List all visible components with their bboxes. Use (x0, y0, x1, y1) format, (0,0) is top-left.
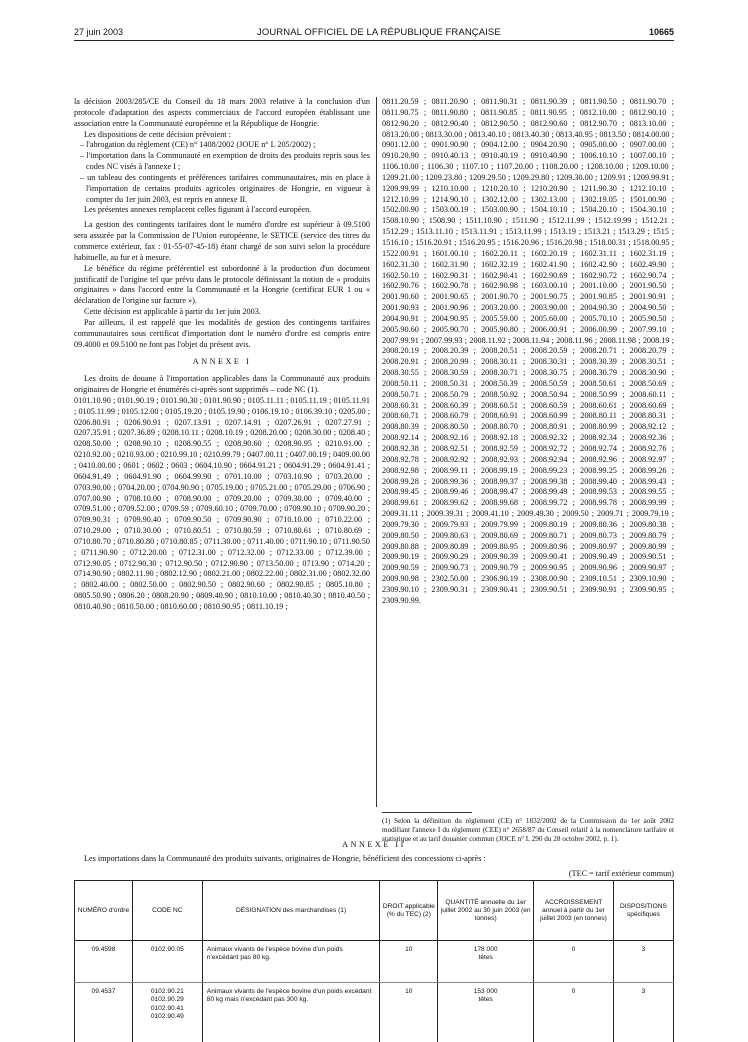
paragraph-gestion: La gestion des contingents tarifaires dont le numéro d'ordre est supérieur à 09.5100 sera assurée par la Commission de l'Union européenne, le SETICE (service des titres du commerce extérieur, fax : 01-55-07-45-18) étant chargé de son suivi selon la procédure habituelle, au fur et à mesure. (74, 220, 370, 263)
footnote-rule (382, 812, 472, 813)
nc-code: 0102.90.21 (137, 988, 198, 996)
cell-designation: Animaux vivants de l'espèce bovine d'un poids excédant 80 kg mais n'excédant pas 300 kg. (202, 983, 380, 1042)
bullet-importation: – l'importation dans la Communauté en exemption de droits des produits repris sous les codes NC visés à l'annexe I ; (74, 151, 370, 173)
header-quantite: QUANTITÉ annuelle du 1er juillet 2002 au 30 juin 2003 (en tonnes) (438, 881, 534, 941)
page-number: 10665 (649, 27, 674, 37)
nc-code: 0102.90.49 (137, 1013, 198, 1021)
bullet-abrogation: – l'abrogation du règlement (CE) n° 1408/2002 (JOUE n° L 205/2002) ; (74, 140, 370, 151)
table-row (75, 941, 674, 983)
paragraph-applicable: Cette décision est applicable à partir du 1er juin 2003. (74, 307, 370, 318)
cell-num: 09.4598 (75, 941, 133, 983)
header-rule (74, 40, 674, 41)
header-accroissement: ACCROISSEMENT annuel à partir du 1er juillet 2003 (en tonnes) (534, 881, 614, 941)
annex2-intro: Les importations dans la Communauté des produits suivants, originaires de Hongrie, bénéficient des concessions ci-après : (84, 854, 674, 863)
tec-note: (TEC = tarif extérieur commun) (569, 869, 674, 878)
column-divider (376, 97, 377, 807)
cell-droit: 10 (380, 983, 438, 1042)
annex2-title: ANNEXE II (74, 840, 674, 849)
header-date: 27 juin 2003 (74, 27, 123, 37)
cell-dispositions: 3 (613, 941, 673, 983)
concessions-table (74, 880, 674, 1042)
cell-quantite (438, 941, 534, 983)
bullet-tableau: – un tableau des contingents et préférences tarifaires communautaires, mis en place à l'importation de certains produits agricoles originaires de Hongrie, en vigueur à compter du 1er juin 2003, est repris en annexe II. (74, 173, 370, 206)
quantity-value: 153 000 (442, 988, 529, 996)
cell-designation: Animaux vivants de l'espèce bovine d'un poids n'excédant pas 80 kg. (202, 941, 380, 983)
paragraph-dispositions: Les dispositions de cette décision prévoient : (74, 130, 370, 141)
quantity-unit: têtes (442, 954, 529, 962)
header-designation: DÉSIGNATION des marchandises (1) (202, 881, 380, 941)
annex1-code-list-right: 0811.20.59 ; 0811.20.90 ; 0811.90.31 ; 0811.90.39 ; 0811.90.50 ; 0811.90.70 ; 0811.90.75 ; 0811.90.80 ; 0811.90.85 ; 0811.90.95 ; 0812.10.00 ; 0812.90.10 ; 0812.90.20 ; 0812.90.40 ; 0812.90.50 ; 0812.90.60 ; 0812.90.70 ; 0813.10.00 ; 0813.20.00 ; 0813.30.00 ; 0813.40.10 ; 0813.40.30 ; 0813.40.95 ; 0813.50 ; 0814.00.00 ; 0901.12.00 ; 0901.90.90 ; 0904.12.00 ; 0904.20.90 ; 0905.00.00 ; 0907.00.00 ; 0910.20.90 ; 0910.40.13 ; 0910.40.19 ; 0910.40.90 ; 1006.10.10 ; 1007.00.10 ; 1106.10.00 ; 1106.30 ; 1107.10 ; 1107.20.00 ; 1108.20.00 ; 1208.10.00 ; 1209.10.00 ; 1209.21.00 ; 1209.23.80 ; 1209.29.50 ; 1209.29.80 ; 1209.30.00 ; 1209.91 ; 1209.99.91 ; 1209.99.99 ; 1210.10.00 ; 1210.20.10 ; 1210.20.90 ; 1211.90.30 ; 1212.10.10 ; 1212.10.99 ; 1214.90.10 ; 1302.12.00 ; 1302.13.00 ; 1302.19.05 ; 1501.00.90 ; 1502.00.90 ; 1503.00.19 ; 1503.00.90 ; 1504.10.10 ; 1504.20.10 ; 1504.30.10 ; 1508.10.90 ; 1508.90 ; 1511.10.90 ; 1511.90 ; 1512.11.99 ; 1512.19.99 ; 1512.21 ; 1512.29 ; 1513.11.10 ; 1513.11.91 ; 1513.11.99 ; 1513.19 ; 1513.21 ; 1513.29 ; 1515 ; 1516.10 ; 1516.20.91 ; 1516.20.95 ; 1516.20.96 ; 1516.20.98 ; 1518.00.31 ; 1518.00.95 ; 1522.00.91 ; 1601.00.10 ; 1602.20.11 ; 1602.20.19 ; 1602.31.11 ; 1602.31.19 ; 1602.31.30 ; 1602.31.90 ; 1602.32.19 ; 1602.41.90 ; 1602.42.90 ; 1602.49.90 ; 1602.50.10 ; 1602.90.31 ; 1602.90.41 ; 1602.90.69 ; 1602.90.72 ; 1602.90.74 ; 1602.90.76 ; 1602.90.78 ; 1602.90.98 ; 1603.00.10 ; 2001.10.00 ; 2001.90.50 ; 2001.90.60 ; 2001.90.65 ; 2001.90.70 ; 2001.90.75 ; 2001.90.85 ; 2001.90.91 ; 2001.90.93 ; 2001.90.96 ; 2003.20.00 ; 2003.90.00 ; 2004.90.30 ; 2004.90.50 ; 2004.90.91 ; 2004.90.95 ; 2005.59.00 ; 2005.60.00 ; 2005.70.10 ; 2005.90.50 ; 2005.90.60 ; 2005.90.70 ; 2005.90.80 ; 2006.00.91 ; 2006.00.99 ; 2007.99.10 ; 2007.99.91 ; 2007.99.93 ; 2008.11.92 ; 2008.11.94 ; 2008.11.96 ; 2008.11.98 ; 2008.19 ; 2008.20.19 ; 2008.20.39 ; 2008.20.51 ; 2008.20.59 ; 2008.20.71 ; 2008.20.79 ; 2008.20.91 ; 2008.20.99 ; 2008.30.11 ; 2008.30.31 ; 2008.30.39 ; 2008.30.51 ; 2008.30.55 ; 2008.30.59 ; 2008.30.71 ; 2008.30.75 ; 2008.30.79 ; 2008.30.90 ; 2008.50.11 ; 2008.50.31 ; 2008.50.39 ; 2008.50.59 ; 2008.50.61 ; 2008.50.69 ; 2008.50.71 ; 2008.50.79 ; 2008.50.92 ; 2008.50.94 ; 2008.50.99 ; 2008.60.11 ; 2008.60.31 ; 2008.60.39 ; 2008.60.51 ; 2008.60.59 ; 2008.60.61 ; 2008.60.69 ; 2008.60.71 ; 2008.60.79 ; 2008.60.91 ; 2008.60.99 ; 2008.80.11 ; 2008.80.31 ; 2008.80.39 ; 2008.80.50 ; 2008.80.70 ; 2008.80.91 ; 2008.80.99 ; 2008.92.12 ; 2008.92.14 ; 2008.92.16 ; 2008.92.18 ; 2008.92.32 ; 2008.92.34 ; 2008.92.36 ; 2008.92.38 ; 2008.92.51 ; 2008.92.59 ; 2008.92.72 ; 2008.92.74 ; 2008.92.76 ; 2008.92.78 ; 2008.92.92 ; 2008.92.93 ; 2008.92.94 ; 2008.92.96 ; 2008.92.97 ; 2008.92.98 ; 2008.99.11 ; 2008.99.19 ; 2008.99.23 ; 2008.99.25 ; 2008.99.26 ; 2008.99.28 ; 2008.99.36 ; 2008.99.37 ; 2008.99.38 ; 2008.99.40 ; 2008.99.43 ; 2008.99.45 ; 2008.99.46 ; 2008.99.47 ; 2008.99.49 ; 2008.99.53 ; 2008.99.55 ; 2008.99.61 ; 2008.99.62 ; 2008.99.68 ; 2008.99.72 ; 2008.99.78 ; 2008.99.99 ; 2009.31.11 ; 2009.39.31 ; 2009.41.10 ; 2009.49.30 ; 2009.50 ; 2009.71 ; 2009.79.19 ; 2009.79.30 ; 2009.79.93 ; 2009.79.99 ; 2009.80.19 ; 2009.80.36 ; 2009.80.38 ; 2009.80.50 ; 2009.80.63 ; 2009.80.69 ; 2009.80.71 ; 2009.80.73 ; 2009.80.79 ; 2009.80.88 ; 2009.80.89 ; 2009.80.95 ; 2009.80.96 ; 2009.80.97 ; 2009.80.99 ; 2009.90.19 ; 2009.90.29 ; 2009.90.39 ; 2009.90.41 ; 2009.90.49 ; 2009.90.51 ; 2009.90.59 ; 2009.90.73 ; 2009.90.79 ; 2009.90.95 ; 2009.90.96 ; 2009.90.97 ; 2009.90.98 ; 2302.50.00 ; 2306.90.19 ; 2308.00.90 ; 2309.10.51 ; 2309.10.90 ; 2309.90.10 ; 2309.90.31 ; 2309.90.41 ; 2309.90.51 ; 2309.90.91 ; 2309.90.95 ; 2309.90.99. (382, 97, 674, 607)
cell-code (132, 983, 202, 1042)
paragraph-benefice: Le bénéfice du régime préférentiel est subordonné à la production d'un document justificatif de l'origine tel que prévu dans le protocole définissant la notion de « produits originaires » dans l'accord entre la Communauté et la Hongrie (certificat EUR 1 ou « déclaration de l'origine sur facture »). (74, 264, 370, 307)
header-dispositions: DISPOSITIONS spécifiques (613, 881, 673, 941)
header-droit: DROIT applicable (% du TEC) (2) (380, 881, 438, 941)
paragraph-rappel: Par ailleurs, il est rappelé que les modalités de gestion des contingents tarifaires communautaires sous certificat d'importation dont le numéro d'ordre est compris entre 09.4000 et 09.5100 ne font pas l'objet du présent avis. (74, 318, 370, 351)
page-header (74, 27, 674, 41)
right-column (382, 97, 674, 607)
cell-code (132, 941, 202, 983)
annex1-title: ANNEXE I (74, 357, 370, 368)
cell-accroissement: 0 (534, 983, 614, 1042)
nc-code: 0102.90.05 (137, 946, 198, 954)
nc-code: 0102.90.29 (137, 996, 198, 1004)
annex1-code-list-left: 0101.10.90 ; 0101.90.19 ; 0101.90.30 ; 0101.90.90 ; 0105.11.11 ; 0105.11.19 ; 0105.11.91 ; 0105.11.99 ; 0105.12.00 ; 0105.19.20 ; 0105.19.90 ; 0106.19.10 ; 0106.39.10 ; 0205.00 ; 0206.80.91 ; 0206.90.91 ; 0207.13.91 ; 0207.14.91 ; 0207.26.91 ; 0207.27.91 ; 0207.35.91 ; 0207.36.89 ; 0208.10.11 ; 0208.10.19 ; 0208.20.00 ; 0208.30.00 ; 0208.40 ; 0208.50.00 ; 0208.90.10 ; 0208.90.55 ; 0208.90.60 ; 0208.90.95 ; 0210.91.00 ; 0210.92.00 ; 0210.93.00 ; 0210.99.10 ; 0210.99.79 ; 0407.00.11 ; 0407.00.19 ; 0409.00.00 ; 0410.00.00 ; 0601 ; 0602 ; 0603 ; 0604.10.90 ; 0604.91.21 ; 0604.91.29 ; 0604.91.41 ; 0604.91.49 ; 0604.91.90 ; 0604.99.90 ; 0701.10.00 ; 0703.10.90 ; 0703.20.00 ; 0703.90.00 ; 0704.20.00 ; 0704.90.90 ; 0705.19.00 ; 0705.21.00 ; 0705.29.00 ; 0706.90 ; 0707.00.90 ; 0708.10.00 ; 0708.90.00 ; 0709.20.00 ; 0709.30.00 ; 0709.40.00 ; 0709.51.00 ; 0709.52.00 ; 0709.59 ; 0709.60.10 ; 0709.70.00 ; 0709.90.10 ; 0709.90.20 ; 0709.90.31 ; 0709.90.40 ; 0709.90.50 ; 0709.90.90 ; 0710.10.00 ; 0710.22.00 ; 0710.29.00 ; 0710.30.00 ; 0710.80.51 ; 0710.80.59 ; 0710.80.61 ; 0710.80.69 ; 0710.80.70 ; 0710.80.80 ; 0710.80.85 ; 0711.30.00 ; 0711.40.00 ; 0711.90.10 ; 0711.90.50 ; 0711.90.90 ; 0712.20.00 ; 0712.31.00 ; 0712.32.00 ; 0712.33.00 ; 0712.39.00 ; 0712.90.05 ; 0712.90.30 ; 0712.90.50 ; 0712.90.90 ; 0713.50.00 ; 0713.90 ; 0714.20 ; 0714.90.90 ; 0802.11.90 ; 0802.12.90 ; 0802.21.00 ; 0802.22.00 ; 0802.31.00 ; 0802.32.00 ; 0802.40.00 ; 0802.50.00 ; 0802.90.50 ; 0802.90.60 ; 0802.90.85 ; 0805.10.80 ; 0805.50.90 ; 0806.20 ; 0808.20.90 ; 0809.40.90 ; 0810.10.00 ; 0810.40.30 ; 0810.40.50 ; 0810.40.90 ; 0810.50.00 ; 0810.60.00 ; 0810.90.95 ; 0811.10.19 ; (74, 396, 370, 613)
left-column (74, 97, 370, 613)
paragraph-annexes: Les présentes annexes remplacent celles figurant à l'accord européen. (74, 205, 370, 216)
nc-code: 0102.90.41 (137, 1005, 198, 1013)
header-code: CODE NC (132, 881, 202, 941)
paragraph-decision: la décision 2003/285/CE du Conseil du 18 mars 2003 relative à la conclusion d'un protocole d'adaptation des aspects commerciaux de l'accord européen établissant une association entre la Communauté européenne et la République de Hongrie. (74, 97, 370, 130)
table-row (75, 983, 674, 1042)
cell-accroissement: 0 (534, 941, 614, 983)
cell-droit: 10 (380, 941, 438, 983)
footnote: (1) Selon la définition du règlement (CE) n° 1832/2002 de la Commission du 1er août 2002 modifiant l'annexe I du règlement (CEE) n° 2658/87 du Conseil relatif à la nomenclature tarifaire et statistique et au tarif douanier commun (JOCE n° L 290 du 28 octobre 2002, p. 1). (382, 817, 674, 845)
header-num: NUMÉRO d'ordre (75, 881, 133, 941)
cell-num: 09.4537 (75, 983, 133, 1042)
table-header-row (75, 881, 674, 941)
quantity-unit: têtes (442, 996, 529, 1004)
journal-title: JOURNAL OFFICIEL DE LA RÉPUBLIQUE FRANÇAISE (257, 27, 501, 38)
quantity-value: 178 000 (442, 946, 529, 954)
annex1-intro: Les droits de douane à l'importation applicables dans la Communauté aux produits originaires de Hongrie et énumérés ci-après sont supprimés – code NC (1). (74, 374, 370, 396)
cell-quantite (438, 983, 534, 1042)
cell-dispositions: 3 (613, 983, 673, 1042)
